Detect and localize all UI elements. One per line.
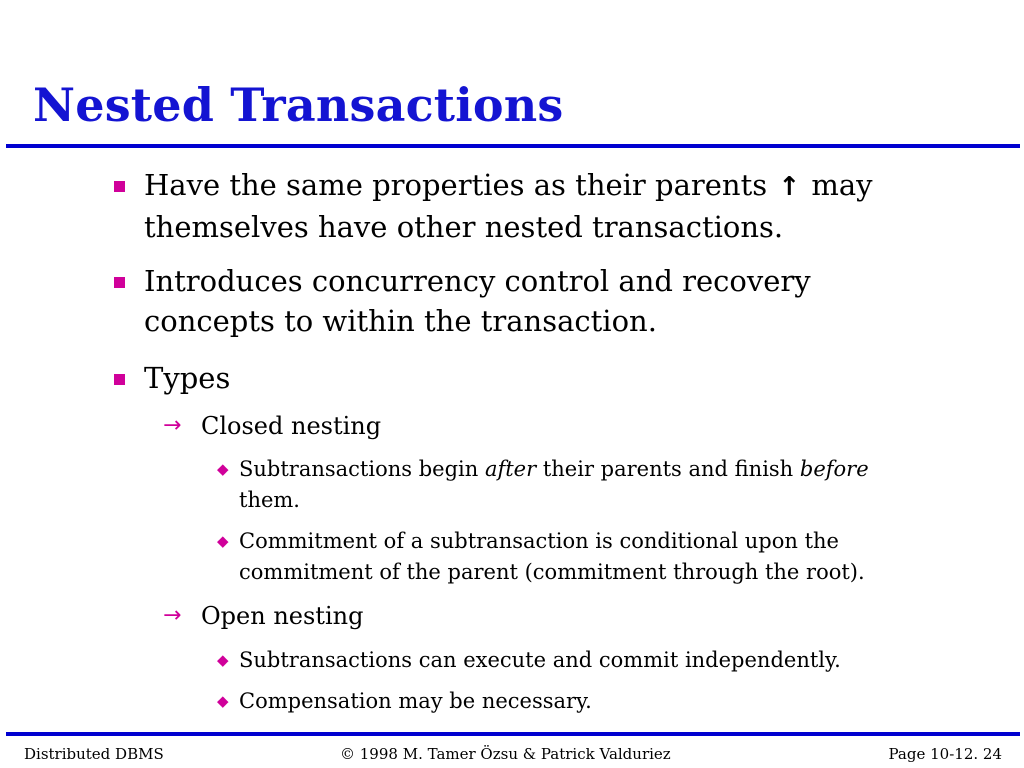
point-text: Commitment of a subtransaction is conditional upon the — [239, 529, 839, 553]
arrow-right-icon: → — [163, 603, 182, 628]
diamond-bullet-icon: ◆ — [217, 651, 229, 669]
closed-point-begin-after — [217, 454, 959, 516]
diamond-bullet-icon: ◆ — [217, 532, 229, 550]
square-bullet-icon — [114, 374, 125, 385]
subitem-label: Open nesting — [201, 602, 364, 630]
square-bullet-icon — [114, 181, 125, 192]
footer-copyright: © 1998 M. Tamer Özsu & Patrick Valduriez — [340, 745, 671, 763]
closed-point-commitment — [217, 526, 959, 588]
bullet-text: themselves have other nested transactions. — [144, 210, 784, 244]
bullet-concurrency — [144, 261, 964, 341]
bullet-properties — [144, 165, 964, 247]
footer-page-number: Page 10-12. 24 — [888, 745, 1002, 763]
footer-divider — [6, 732, 1020, 736]
subitem-closed-nesting — [163, 411, 382, 441]
bullet-text: Types — [144, 361, 231, 395]
up-arrow-icon: ↑ — [778, 172, 801, 202]
subitem-open-nesting — [163, 601, 364, 631]
subitem-label: Closed nesting — [201, 412, 382, 440]
emphasis-before: before — [799, 457, 869, 481]
bullet-text: concepts to within the transaction. — [144, 304, 657, 338]
point-text: Compensation may be necessary. — [239, 689, 592, 713]
slide-title: Nested Transactions — [33, 78, 564, 132]
bullet-text: Introduces concurrency control and recovery — [144, 264, 811, 298]
bullet-types — [144, 358, 964, 398]
title-divider — [6, 144, 1020, 148]
bullet-text: may — [811, 168, 873, 202]
point-text: them. — [239, 488, 300, 512]
point-text: their parents and finish — [536, 457, 800, 481]
footer-course: Distributed DBMS — [24, 745, 164, 763]
point-text: Subtransactions can execute and commit independently. — [239, 648, 841, 672]
diamond-bullet-icon: ◆ — [217, 692, 229, 710]
point-text: Subtransactions begin — [239, 457, 485, 481]
point-text: commitment of the parent (commitment through the root). — [239, 560, 865, 584]
open-point-independent — [217, 645, 959, 676]
open-point-compensation — [217, 686, 959, 717]
square-bullet-icon — [114, 277, 125, 288]
bullet-text: Have the same properties as their parents — [144, 168, 768, 202]
arrow-right-icon: → — [163, 413, 182, 438]
emphasis-after: after — [484, 457, 537, 481]
diamond-bullet-icon: ◆ — [217, 460, 229, 478]
